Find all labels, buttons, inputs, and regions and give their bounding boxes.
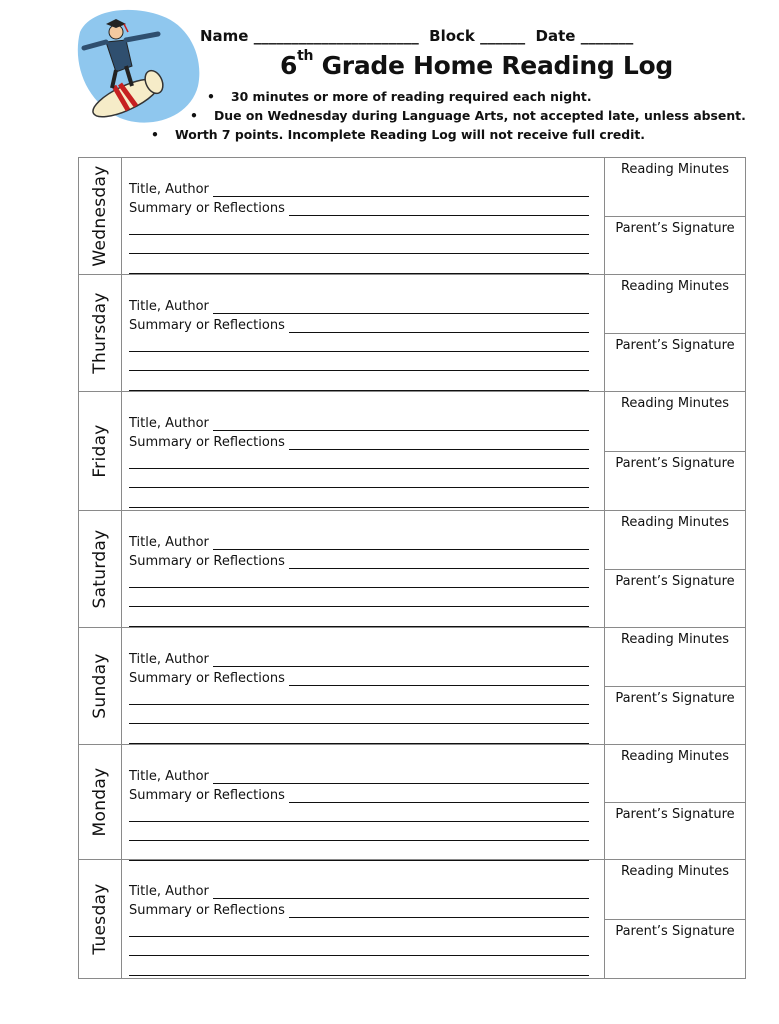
title-grade-number: 6 (280, 51, 298, 80)
title-author-label: Title, Author (129, 884, 209, 899)
writing-line[interactable] (129, 487, 589, 488)
bullet-icon: • (151, 127, 159, 142)
side-cell (605, 392, 746, 511)
writing-line[interactable] (129, 975, 589, 976)
entry-cell (122, 860, 605, 979)
title-author-label: Title, Author (129, 769, 209, 784)
writing-line[interactable] (129, 704, 589, 705)
summary-label: Summary or Reflections (129, 201, 285, 216)
title-author-field[interactable] (129, 649, 589, 667)
page-title (280, 48, 673, 80)
bullet-item: • Due on Wednesday during Language Arts, not accepted late, unless absent. (190, 108, 746, 123)
parent-signature-box[interactable] (605, 570, 745, 627)
summary-field[interactable] (129, 551, 589, 569)
reading-minutes-box[interactable] (605, 392, 745, 452)
reading-minutes-label: Reading Minutes (620, 162, 730, 177)
title-author-field[interactable] (129, 413, 589, 431)
writing-line[interactable] (129, 821, 589, 822)
reading-minutes-label: Reading Minutes (620, 864, 730, 879)
writing-line[interactable] (129, 723, 589, 724)
day-cell (79, 860, 122, 979)
parent-signature-box[interactable] (605, 920, 745, 978)
title-author-field[interactable] (129, 532, 589, 550)
log-row-sunday (79, 628, 746, 745)
summary-field[interactable] (129, 198, 589, 216)
parent-signature-label: Parent’s Signature (615, 807, 735, 822)
parent-signature-label: Parent’s Signature (615, 221, 735, 236)
bullet-item: • 30 minutes or more of reading required each night. (207, 89, 592, 104)
writing-line[interactable] (129, 840, 589, 841)
day-cell (79, 628, 122, 745)
parent-signature-label: Parent’s Signature (615, 574, 735, 589)
day-label: Friday (90, 424, 110, 478)
summary-field[interactable] (129, 315, 589, 333)
log-row-monday (79, 745, 746, 860)
summary-label: Summary or Reflections (129, 788, 285, 803)
bullet-icon: • (207, 89, 215, 104)
log-row-tuesday (79, 860, 746, 979)
entry-cell (122, 158, 605, 275)
writing-line[interactable] (129, 468, 589, 469)
day-cell (79, 158, 122, 275)
name-block-date-fields[interactable]: Name ______________________ Block ______ Date _______ (200, 27, 634, 45)
day-cell (79, 392, 122, 511)
title-author-field[interactable] (129, 766, 589, 784)
reading-minutes-label: Reading Minutes (620, 515, 730, 530)
reading-minutes-box[interactable] (605, 511, 745, 570)
reading-minutes-box[interactable] (605, 275, 745, 334)
writing-line[interactable] (129, 955, 589, 956)
writing-line[interactable] (129, 606, 589, 607)
side-cell (605, 511, 746, 628)
side-cell (605, 158, 746, 275)
side-cell (605, 860, 746, 979)
parent-signature-box[interactable] (605, 217, 745, 274)
side-cell (605, 745, 746, 860)
writing-line[interactable] (129, 587, 589, 588)
title-author-field[interactable] (129, 881, 589, 899)
day-label: Thursday (90, 292, 110, 374)
title-author-label: Title, Author (129, 652, 209, 667)
day-label: Tuesday (90, 883, 110, 955)
entry-cell (122, 511, 605, 628)
log-row-thursday (79, 275, 746, 392)
title-author-label: Title, Author (129, 299, 209, 314)
summary-label: Summary or Reflections (129, 318, 285, 333)
title-superscript: th (297, 48, 314, 64)
parent-signature-box[interactable] (605, 334, 745, 391)
title-author-field[interactable] (129, 296, 589, 314)
parent-signature-box[interactable] (605, 452, 745, 510)
summary-label: Summary or Reflections (129, 435, 285, 450)
entry-cell (122, 392, 605, 511)
graduate-surfing-diploma-icon (66, 6, 202, 130)
reading-minutes-label: Reading Minutes (620, 396, 730, 411)
day-cell (79, 511, 122, 628)
writing-line[interactable] (129, 234, 589, 235)
title-author-field[interactable] (129, 179, 589, 197)
reading-log-table (78, 157, 746, 979)
parent-signature-label: Parent’s Signature (615, 456, 735, 471)
writing-line[interactable] (129, 253, 589, 254)
day-label: Saturday (90, 529, 110, 609)
parent-signature-label: Parent’s Signature (615, 691, 735, 706)
day-cell (79, 745, 122, 860)
bullet-item: • Worth 7 points. Incomplete Reading Log will not receive full credit. (151, 127, 645, 142)
reading-minutes-label: Reading Minutes (620, 279, 730, 294)
title-author-label: Title, Author (129, 182, 209, 197)
summary-field[interactable] (129, 785, 589, 803)
side-cell (605, 275, 746, 392)
writing-line[interactable] (129, 370, 589, 371)
day-label: Monday (90, 767, 110, 837)
reading-minutes-box[interactable] (605, 860, 745, 920)
bullet-icon: • (190, 108, 198, 123)
side-cell (605, 628, 746, 745)
entry-cell (122, 275, 605, 392)
parent-signature-label: Parent’s Signature (615, 924, 735, 939)
log-row-friday (79, 392, 746, 511)
reading-minutes-label: Reading Minutes (620, 749, 730, 764)
reading-minutes-box[interactable] (605, 745, 745, 803)
summary-field[interactable] (129, 900, 589, 918)
day-label: Sunday (90, 653, 110, 719)
day-label: Wednesday (90, 165, 110, 267)
writing-line[interactable] (129, 507, 589, 508)
summary-label: Summary or Reflections (129, 671, 285, 686)
writing-line[interactable] (129, 936, 589, 937)
entry-cell (122, 628, 605, 745)
reading-minutes-box[interactable] (605, 628, 745, 687)
log-row-wednesday (79, 158, 746, 275)
summary-label: Summary or Reflections (129, 554, 285, 569)
title-author-label: Title, Author (129, 416, 209, 431)
title-author-label: Title, Author (129, 535, 209, 550)
summary-label: Summary or Reflections (129, 903, 285, 918)
log-row-saturday (79, 511, 746, 628)
day-cell (79, 275, 122, 392)
summary-field[interactable] (129, 432, 589, 450)
parent-signature-box[interactable] (605, 687, 745, 744)
reading-minutes-label: Reading Minutes (620, 632, 730, 647)
parent-signature-label: Parent’s Signature (615, 338, 735, 353)
writing-line[interactable] (129, 351, 589, 352)
reading-minutes-box[interactable] (605, 158, 745, 217)
summary-field[interactable] (129, 668, 589, 686)
title-text: Grade Home Reading Log (313, 51, 673, 80)
parent-signature-box[interactable] (605, 803, 745, 859)
entry-cell (122, 745, 605, 860)
